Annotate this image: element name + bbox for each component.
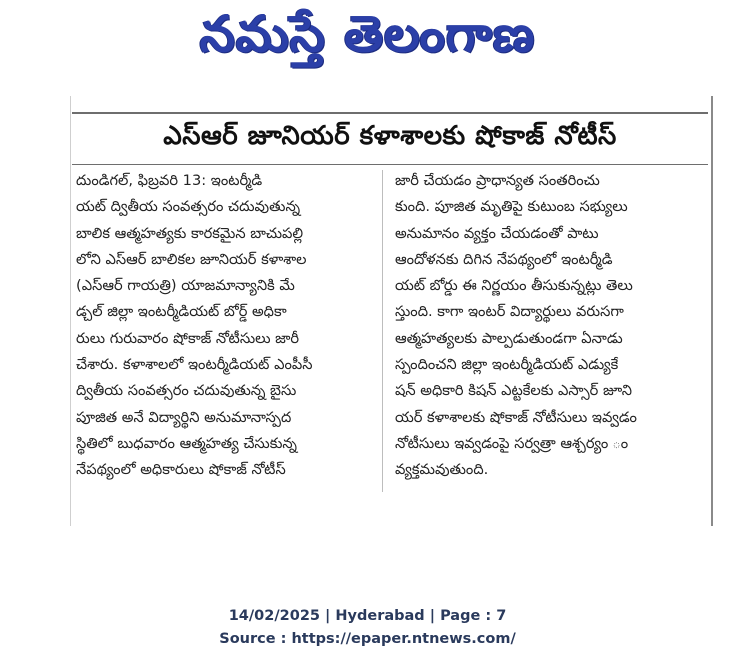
- text-line: రులు గురువారం షోకాజ్ నోటీసులు జారీ: [76, 329, 300, 347]
- text-line: ఆత్మహత్యలకు పాల్పడుతుండగా ఏనాడు: [395, 329, 623, 347]
- text-line: స్థితిలో బుధవారం ఆత్మహత్య చేసుకున్న: [76, 434, 297, 452]
- article-column-right: [395, 168, 687, 484]
- text-line: బాలిక ఆత్మహత్యకు కారకమైన బాచుపల్లి: [76, 224, 304, 242]
- text-line: యట్ ద్వితీయ సంవత్సరం చదువుతున్న: [76, 198, 301, 216]
- text-line: పూజిత అనే విద్యార్థిని అనుమానాస్పద: [76, 408, 292, 426]
- text-line: అనుమానం వ్యక్తం చేయడంతో పాటు: [395, 224, 599, 242]
- text-line: ఆందోళనకు దిగిన నేపథ్యంలో ఇంటర్మీడి: [395, 250, 613, 268]
- footer-date-page: 14/02/2025 | Hyderabad | Page : 7: [228, 608, 507, 624]
- footer-source-link[interactable]: Source : https://epaper.ntnews.com/: [219, 631, 516, 647]
- text-line: షన్ అధికారి కిషన్ ఎట్టకేలకు ఎస్సార్ జూని: [395, 382, 632, 400]
- text-line: ద్వితీయ సంవత్సరం చదువుతున్న బైసు: [76, 382, 297, 400]
- newspaper-logo-title: నమస్తే తెలంగాణ: [199, 4, 536, 63]
- text-line: నేపథ్యంలో అధికారులు షోకాజ్ నోటీస్: [76, 461, 286, 479]
- text-line: డ్చల్ జిల్లా ఇంటర్మీడియట్ బోర్డ్ అధికా: [76, 303, 287, 321]
- text-line: స్తుంది. కాగా ఇంటర్ విద్యార్థులు వరుసగా: [395, 303, 624, 321]
- text-line: చేశారు. కళాశాలలో ఇంటర్మీడియట్ ఎంపీసీ: [76, 356, 313, 374]
- masthead: [0, 0, 735, 80]
- article-headline: ఎస్ఆర్ జూనియర్ కళాశాలకు షోకాజ్ నోటీస్: [163, 121, 617, 151]
- headline-box: [72, 112, 708, 165]
- text-line: యర్ కళాశాలకు షోకాజ్ నోటీసులు ఇవ్వడం: [395, 408, 637, 426]
- text-line: లోని ఎస్ఆర్ బాలికల జూనియర్ కళాశాల: [76, 250, 307, 268]
- text-line: జారీ చేయడం ప్రాధాన్యత సంతరించు: [395, 172, 600, 189]
- text-line: వ్యక్తమవుతుంది.: [395, 461, 489, 479]
- text-line: నోటీసులు ఇవ్వడంపై సర్వత్రా ఆశ్చర్యం ం: [395, 434, 629, 452]
- text-line: (ఎస్ఆర్ గాయత్రి) యాజమాన్యానికి మే: [76, 277, 295, 295]
- article-column-left: [76, 168, 368, 484]
- text-line: కుంది. పూజిత మృతిపై కుటుంబ సభ్యులు: [395, 198, 628, 216]
- text-line: దుండిగల్, ఫిబ్రవరి 13: ఇంటర్మీడి: [76, 172, 263, 189]
- column-divider: [382, 170, 383, 492]
- text-line: స్పందించని జిల్లా ఇంటర్మీడియట్ ఎడ్యుకే: [395, 356, 619, 374]
- text-line: యట్ బోర్డు ఈ నిర్ణయం తీసుకున్నట్లు తెలు: [395, 277, 633, 295]
